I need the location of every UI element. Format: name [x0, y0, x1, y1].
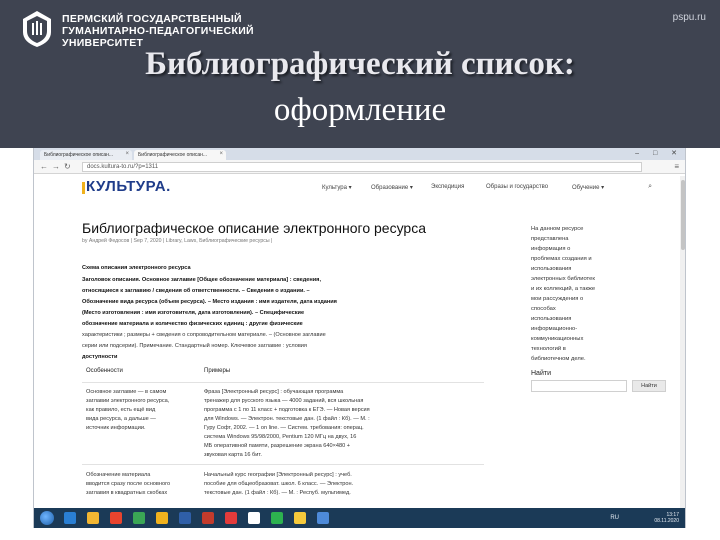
browser-tabbar — [34, 148, 686, 160]
sidebar-line: проблемах создания и — [531, 256, 592, 262]
clock-time: 13:17 — [666, 512, 679, 518]
sidebar-line: использования — [531, 316, 572, 322]
body-line: обозначение материала и количество физических единиц : другие физические — [82, 321, 303, 327]
body-line: серии или подсерии). Примечание. Стандартный номер. Ключевое заглавие : условия — [82, 343, 307, 349]
table-divider — [82, 382, 484, 383]
table-cell: Фраза [Электронный ресурс] : обучающая программа — [204, 389, 344, 395]
scrollbar[interactable] — [680, 176, 686, 510]
university-logo-icon — [20, 10, 54, 48]
window-controls[interactable]: – □ ✕ — [635, 150, 683, 157]
sidebar-line: электронных библиотек — [531, 276, 595, 282]
taskbar-app-icon[interactable] — [133, 512, 145, 524]
article-meta: by Андрей Федосов | Sep 7, 2020 | Library, Laws, Библиографические ресурсы | — [82, 238, 273, 244]
back-arrow-icon[interactable]: ← — [40, 162, 48, 171]
examples-table — [82, 360, 484, 528]
nav-item[interactable]: Образы и государство — [486, 184, 549, 190]
windows-taskbar — [34, 508, 686, 528]
site-navigation — [86, 178, 686, 198]
taskbar-app-icon[interactable] — [156, 512, 168, 524]
browser-tab-active[interactable] — [134, 150, 226, 160]
taskbar-app-icon[interactable] — [248, 512, 260, 524]
body-line: характеристики ; размеры + сведения о сопроводительном материале. – (Основное заглавие — [82, 332, 326, 338]
system-clock[interactable] — [654, 512, 679, 524]
nav-item[interactable]: Обучение ▾ — [572, 185, 605, 191]
browser-screenshot — [33, 148, 686, 528]
table-cell: текстовые дан. (1 файл : Кб). — М. : Респуб. мультимед. — [204, 490, 351, 496]
university-line: ГУМАНИТАРНО-ПЕДАГОГИЧЕСКИЙ — [62, 25, 254, 37]
table-header: Особенности — [86, 368, 123, 374]
taskbar-app-icon[interactable] — [317, 512, 329, 524]
body-line: Схема описания электронного ресурса — [82, 265, 191, 271]
sidebar-line: представлена — [531, 236, 569, 242]
sidebar-search-label: Найти — [531, 370, 551, 377]
university-line: УНИВЕРСИТЕТ — [62, 37, 144, 49]
table-cell: Начальный курс географии [Электронный ресурс] : учеб. — [204, 472, 352, 478]
university-name — [62, 13, 254, 49]
sidebar-line: На данном ресурсе — [531, 226, 584, 232]
sidebar-line: информация о — [531, 246, 571, 252]
taskbar-app-icon[interactable] — [87, 512, 99, 524]
table-cell: программа с 1 по 11 класс + подготовка к ЕГЭ. — Новая версия — [204, 407, 370, 413]
table-cell: источник информации. — [86, 425, 146, 431]
url-input[interactable]: docs.kultura-to.ru/?p=1311 — [82, 162, 642, 172]
table-cell: Обозначение материала — [86, 472, 151, 478]
tab-label: Библиографическое описан... — [138, 152, 208, 158]
reload-icon[interactable]: ↻ — [64, 162, 71, 171]
forward-arrow-icon[interactable]: → — [52, 162, 60, 171]
table-cell: тренажер для русского языка — 4000 заданий, вся школьная — [204, 398, 364, 404]
table-cell: для Windows. — Электрон. текстовые дан. (1 файл : Кб). — М. : — [204, 416, 370, 422]
search-icon[interactable]: ⌕ — [648, 183, 652, 190]
table-cell: пособие для общеобразоват. школ. 6 класс. — Электрон. — [204, 481, 354, 487]
slide-subtitle: оформление — [273, 92, 447, 128]
table-cell: заглавии электронного ресурса, — [86, 398, 170, 404]
sidebar-line: использования — [531, 266, 572, 272]
table-cell: система Windows 95/98/2000, Pentium 120 МГц на двух, 16 — [204, 434, 357, 440]
body-line: Обозначение вида ресурса (объем ресурса). – Место издания : имя издателя, дата издания — [82, 299, 337, 305]
sidebar-line: информационно- — [531, 326, 578, 332]
table-cell: вводится сразу после основного — [86, 481, 171, 487]
table-header: Примеры — [204, 368, 231, 374]
sidebar-search-input[interactable] — [531, 380, 627, 392]
sidebar-line: способах — [531, 306, 556, 312]
sidebar-line: библиотечном деле. — [531, 356, 586, 362]
slide-header — [0, 0, 720, 148]
scrollbar-thumb[interactable] — [681, 180, 685, 250]
body-line: доступности — [82, 354, 118, 360]
nav-item[interactable]: Образование ▾ — [371, 185, 413, 191]
body-line: Заголовок описания. Основное заглавие [Общее обозначение материала] : сведения, — [82, 277, 321, 283]
slide-title: Библиографический список: — [145, 46, 575, 82]
sidebar-line: технологий в — [531, 346, 566, 352]
tab-label: Библиографическое описан... — [44, 152, 114, 158]
table-cell: звуковая карта 16 бит. — [204, 452, 262, 458]
table-cell: МБ оперативной памяти, разрешение экрана 640×480 + — [204, 443, 351, 449]
table-cell: как правило, есть ещё вид — [86, 407, 156, 413]
table-cell: заглавия в квадратных скобках — [86, 490, 168, 496]
taskbar-app-icon[interactable] — [294, 512, 306, 524]
browser-tab[interactable] — [40, 150, 132, 160]
taskbar-app-icon[interactable] — [110, 512, 122, 524]
close-icon[interactable]: × — [125, 151, 129, 157]
university-line: ПЕРМСКИЙ ГОСУДАРСТВЕННЫЙ — [62, 13, 242, 25]
sidebar-line: коммуникационных — [531, 336, 584, 342]
table-cell: Гуру Софт, 2002. — 1 on line. — Систем. требования: операц. — [204, 425, 364, 431]
site-brand[interactable]: КУЛЬТУРА. — [86, 178, 171, 195]
taskbar-app-icon[interactable] — [271, 512, 283, 524]
menu-icon[interactable]: ≡ — [674, 162, 679, 171]
sidebar-line: и их коллекций, а также — [531, 286, 596, 292]
site-url: pspu.ru — [672, 12, 706, 23]
language-indicator[interactable]: RU — [610, 515, 619, 521]
nav-item[interactable]: Экспедиция — [431, 184, 465, 190]
body-line: относящиеся к заглавию / сведения об ответственности. – Сведения о издании. – — [82, 288, 310, 294]
start-button-icon[interactable] — [40, 511, 54, 525]
taskbar-app-icon[interactable] — [202, 512, 214, 524]
sidebar-search-button[interactable]: Найти — [632, 380, 666, 392]
taskbar-app-icon[interactable] — [179, 512, 191, 524]
body-line: (Место изготовления : имя изготовителя, дата изготовления). – Специфические — [82, 310, 305, 316]
nav-item[interactable]: Культура ▾ — [322, 185, 352, 191]
table-divider — [82, 464, 484, 465]
brand-mark-icon — [82, 182, 85, 194]
close-icon[interactable]: × — [219, 151, 223, 157]
table-cell: вида ресурса, а дальше — — [86, 416, 156, 422]
clock-date: 08.11.2020 — [654, 518, 679, 524]
address-bar — [34, 160, 686, 174]
sidebar-line: мои рассуждения о — [531, 296, 584, 302]
taskbar-app-icon[interactable] — [64, 512, 76, 524]
article-title: Библиографическое описание электронного ресурса — [82, 220, 426, 236]
table-cell: Основное заглавие — в самом — [86, 389, 167, 395]
taskbar-app-icon[interactable] — [225, 512, 237, 524]
